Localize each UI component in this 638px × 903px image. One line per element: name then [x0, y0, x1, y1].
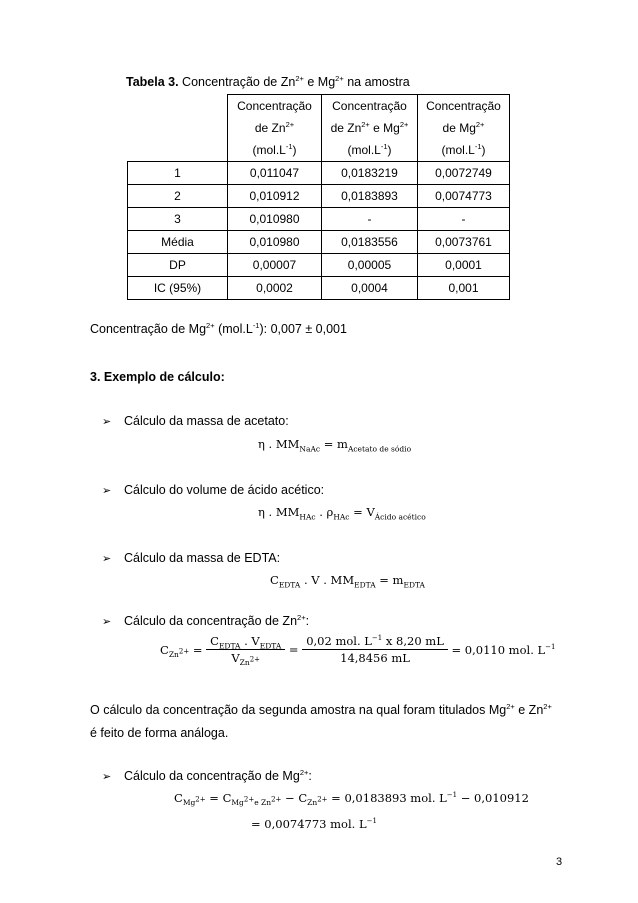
table-row [128, 162, 510, 185]
equation-edta: $C_{EDTA}$ . V . $MM_{EDTA} = m_{EDTA}$ [270, 573, 425, 590]
table-row [128, 277, 510, 300]
cell-mg: 0,0001 [418, 254, 510, 277]
header-zn-mg: Concentração de $Zn^{2+}$ e $Mg^{2+}$ $(mol.L^{-1})$ [322, 95, 418, 162]
concentration-table [127, 94, 510, 300]
cell-zn-mg: 0,0183556 [322, 231, 418, 254]
row-label: 3 [128, 208, 228, 231]
bullet-massa-acetato: ➢ Cálculo da massa de acetato: [102, 414, 289, 428]
cell-mg: 0,0073761 [418, 231, 510, 254]
header-zn: Concentração de $Zn^{2+}$ $(mol.L^{-1})$ [228, 95, 322, 162]
cell-zn: 0,010980 [228, 231, 322, 254]
arrow-bullet-icon: ➢ [102, 615, 112, 628]
arrow-bullet-icon: ➢ [102, 770, 112, 783]
cell-mg: - [418, 208, 510, 231]
cell-zn: 0,010912 [228, 185, 322, 208]
cell-zn: 0,0002 [228, 277, 322, 300]
cell-zn-mg: 0,00005 [322, 254, 418, 277]
caption-label: Tabela 3. [126, 75, 179, 89]
section-heading: 3. Exemplo de cálculo: [90, 370, 225, 384]
row-label: 2 [128, 185, 228, 208]
bullet-concentracao-zn: ➢ Cálculo da concentração de $Zn^{2+}$: [102, 612, 310, 628]
cell-zn-mg: 0,0004 [322, 277, 418, 300]
header-mg: Concentração de $Mg^{2+}$ $(mol.L^{-1})$ [418, 95, 510, 162]
row-label: IC (95%) [128, 277, 228, 300]
arrow-bullet-icon: ➢ [102, 415, 112, 428]
bullet-volume-acido: ➢ Cálculo do volume de ácido acético: [102, 483, 325, 497]
page-number: 3 [556, 856, 563, 868]
cell-mg: 0,0072749 [418, 162, 510, 185]
result-line: Concentração de $Mg^{2+}$ $(mol.L^{-1})$: 0,007 ± 0,001 [90, 320, 347, 336]
paragraph-line-2: é feito de forma análoga. [90, 726, 229, 740]
equation-acido-acetico: η . $MM_{HAc}$ . $\rho_{HAc} = V_{Ácido acético}$ [258, 505, 426, 522]
bullet-massa-edta: ➢ Cálculo da massa de EDTA: [102, 551, 281, 565]
paragraph-line-1: O cálculo da concentração da segunda amostra na qual foram titulados $Mg^{2+}$ e $Zn^{2+}$ [90, 701, 552, 717]
row-label: 1 [128, 162, 228, 185]
cell-zn-mg: 0,0183893 [322, 185, 418, 208]
cell-zn-mg: - [322, 208, 418, 231]
table-caption: Tabela 3. Concentração de $Zn^{2+}$ e $Mg^{2+}$ na amostra [126, 73, 410, 89]
fraction-numeric: $\frac{0,02 mol. L^{-1} x 8,20 mL}{14,8456 mL}$ [302, 634, 448, 665]
equation-mg-line-2: = 0,0074773 mol. $L^{-1}$ [251, 817, 377, 831]
cell-mg: 0,0074773 [418, 185, 510, 208]
row-label: DP [128, 254, 228, 277]
table-row [128, 185, 510, 208]
equation-mg-line-1: $C_{Mg^{2+}} = C_{Mg^{2+}e Zn^{2+}} - C_{Zn^{2+}} = 0,0183893$ mol. $L^{-1} - 0,010912$ [174, 791, 529, 808]
table-row [128, 231, 510, 254]
cell-zn: 0,011047 [228, 162, 322, 185]
table-corner [128, 95, 228, 162]
bullet-concentracao-mg: ➢ Cálculo da concentração de $Mg^{2+}$: [102, 767, 312, 783]
cell-zn: 0,00007 [228, 254, 322, 277]
fraction-symbolic: $\frac{C_{EDTA} . V_{EDTA}}{V_{Zn^{2+}}}$ [206, 634, 285, 665]
cell-zn: 0,010980 [228, 208, 322, 231]
arrow-bullet-icon: ➢ [102, 552, 112, 565]
table-header-row [128, 95, 510, 162]
table-row [128, 208, 510, 231]
table-row [128, 254, 510, 277]
row-label: Média [128, 231, 228, 254]
equation-acetato: η . $MM_{NaAc} = m_{Acetato de sódio}$ [258, 437, 412, 454]
cell-mg: 0,001 [418, 277, 510, 300]
cell-zn-mg: 0,0183219 [322, 162, 418, 185]
equation-zn: $C_{Zn^{2+}}$ = $\frac{C_{EDTA} . V_{EDTA}}{V_{Zn^{2+}}}$ = $\frac{0,02 mol. L^{-1} x 8,20 mL}{14,8456 mL}$ = 0,0110 mol. $L^{-1}$ [160, 634, 556, 668]
arrow-bullet-icon: ➢ [102, 484, 112, 497]
